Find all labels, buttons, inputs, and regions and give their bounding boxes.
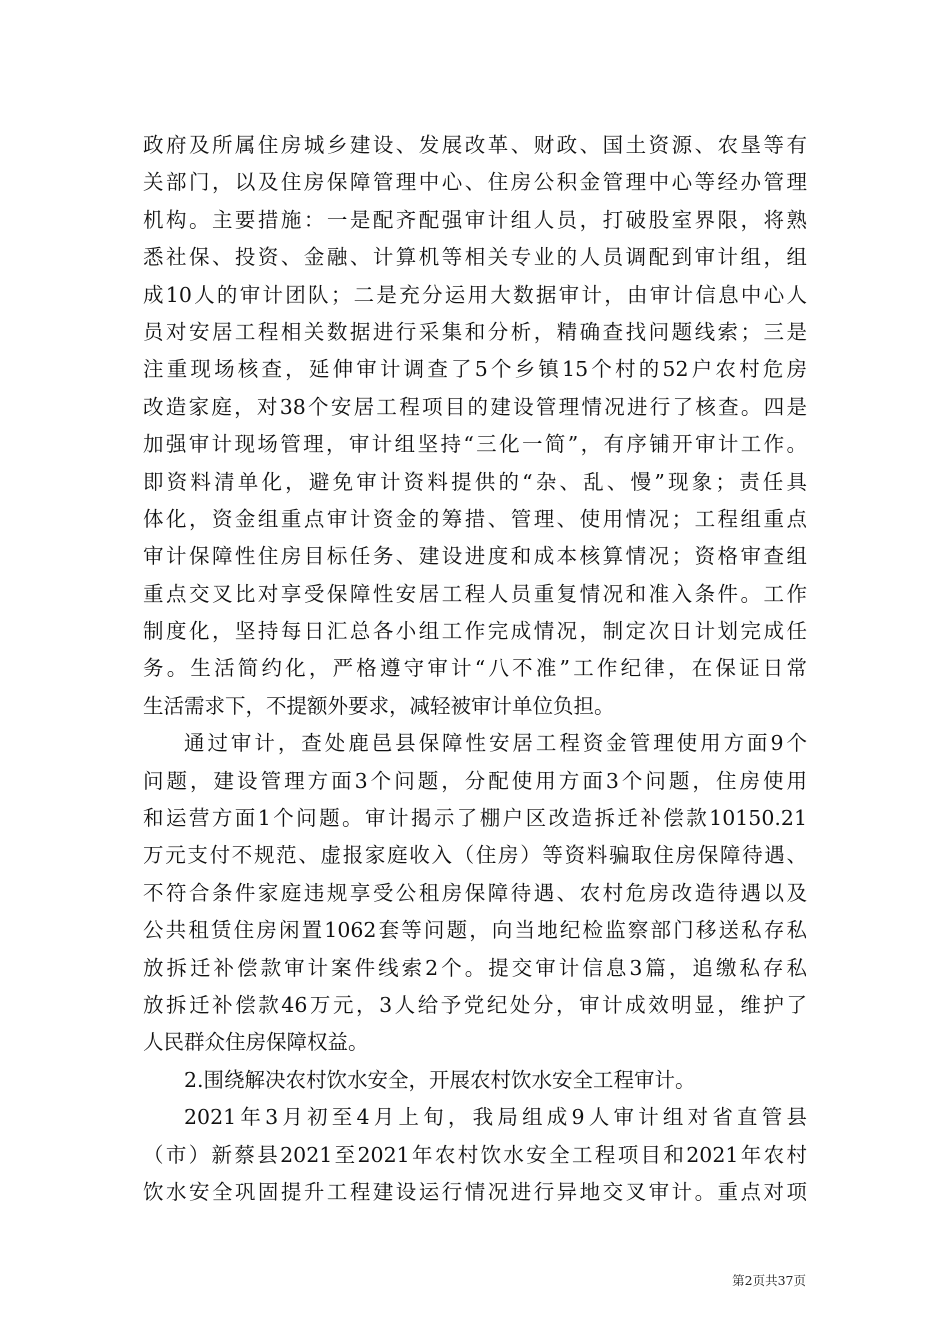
- text-line: 关部门，以及住房保障管理中心、住房公积金管理中心等经办管理: [143, 170, 807, 195]
- paragraph-end-line: 人民群众住房保障权益。: [143, 1030, 369, 1055]
- text-line: 成10人的审计团队；二是充分运用大数据审计，由审计信息中心人: [143, 282, 807, 307]
- paragraph-start-line: 通过审计，查处鹿邑县保障性安居工程资金管理使用方面9个: [184, 731, 807, 756]
- text-line: 即资料清单化，避免审计资料提供的“杂、乱、慢”现象；责任具: [143, 469, 807, 494]
- text-line: 政府及所属住房城乡建设、发展改革、财政、国土资源、农垦等有: [143, 133, 807, 157]
- text-line: 问题，建设管理方面3个问题，分配使用方面3个问题，住房使用: [143, 768, 807, 793]
- text-line: 改造家庭，对38个安居工程项目的建设管理情况进行了核查。四是: [143, 394, 807, 419]
- text-line: 制度化，坚持每日汇总各小组工作完成情况，制定次日计划完成任: [143, 619, 807, 644]
- document-body: [143, 127, 807, 1211]
- paragraph-end-line: 生活需求下，不提额外要求，减轻被审计单位负担。: [143, 693, 615, 718]
- text-line: 机构。主要措施：一是配齐配强审计组人员，打破股室界限，将熟: [143, 207, 807, 232]
- text-line: 员对安居工程相关数据进行采集和分析，精确查找问题线索；三是: [143, 319, 807, 344]
- section-heading: 2.围绕解决农村饮水安全，开展农村饮水安全工程审计。: [184, 1067, 696, 1092]
- text-line: 务。生活简约化，严格遵守审计“八不准”工作纪律，在保证日常: [143, 656, 807, 681]
- text-line: 放拆迁补偿款46万元，3人给予党纪处分，审计成效明显，维护了: [143, 992, 807, 1017]
- text-line: 悉社保、投资、金融、计算机等相关专业的人员调配到审计组，组: [143, 245, 807, 270]
- text-line: 审计保障性住房目标任务、建设进度和成本核算情况；资格审查组: [143, 544, 807, 569]
- text-line: 放拆迁补偿款审计案件线索2个。提交审计信息3篇，追缴私存私: [143, 955, 807, 980]
- text-line: 和运营方面1个问题。审计揭示了棚户区改造拆迁补偿款10150.21: [143, 806, 807, 831]
- paragraph-start-line: 2021年3月初至4月上旬，我局组成9人审计组对省直管县: [184, 1105, 807, 1130]
- text-line: 饮水安全巩固提升工程建设运行情况进行异地交叉审计。重点对项: [143, 1179, 807, 1204]
- text-line: 万元支付不规范、虚报家庭收入（住房）等资料骗取住房保障待遇、: [143, 843, 807, 868]
- text-line: 不符合条件家庭违规享受公租房保障待遇、农村危房改造待遇以及: [143, 880, 807, 905]
- text-line: 重点交叉比对享受保障性安居工程人员重复情况和准入条件。工作: [143, 581, 807, 606]
- page-number-footer: 第2页共37页: [732, 1273, 806, 1288]
- text-line: 注重现场核查，延伸审计调查了5个乡镇15个村的52户农村危房: [143, 357, 807, 382]
- text-line: 体化，资金组重点审计资金的筹措、管理、使用情况；工程组重点: [143, 506, 807, 531]
- text-line: 公共租赁住房闲置1062套等问题，向当地纪检监察部门移送私存私: [143, 918, 807, 943]
- text-line: （市）新蔡县2021至2021年农村饮水安全工程项目和2021年农村: [143, 1142, 807, 1167]
- text-line: 加强审计现场管理，审计组坚持“三化一简”，有序铺开审计工作。: [143, 432, 807, 457]
